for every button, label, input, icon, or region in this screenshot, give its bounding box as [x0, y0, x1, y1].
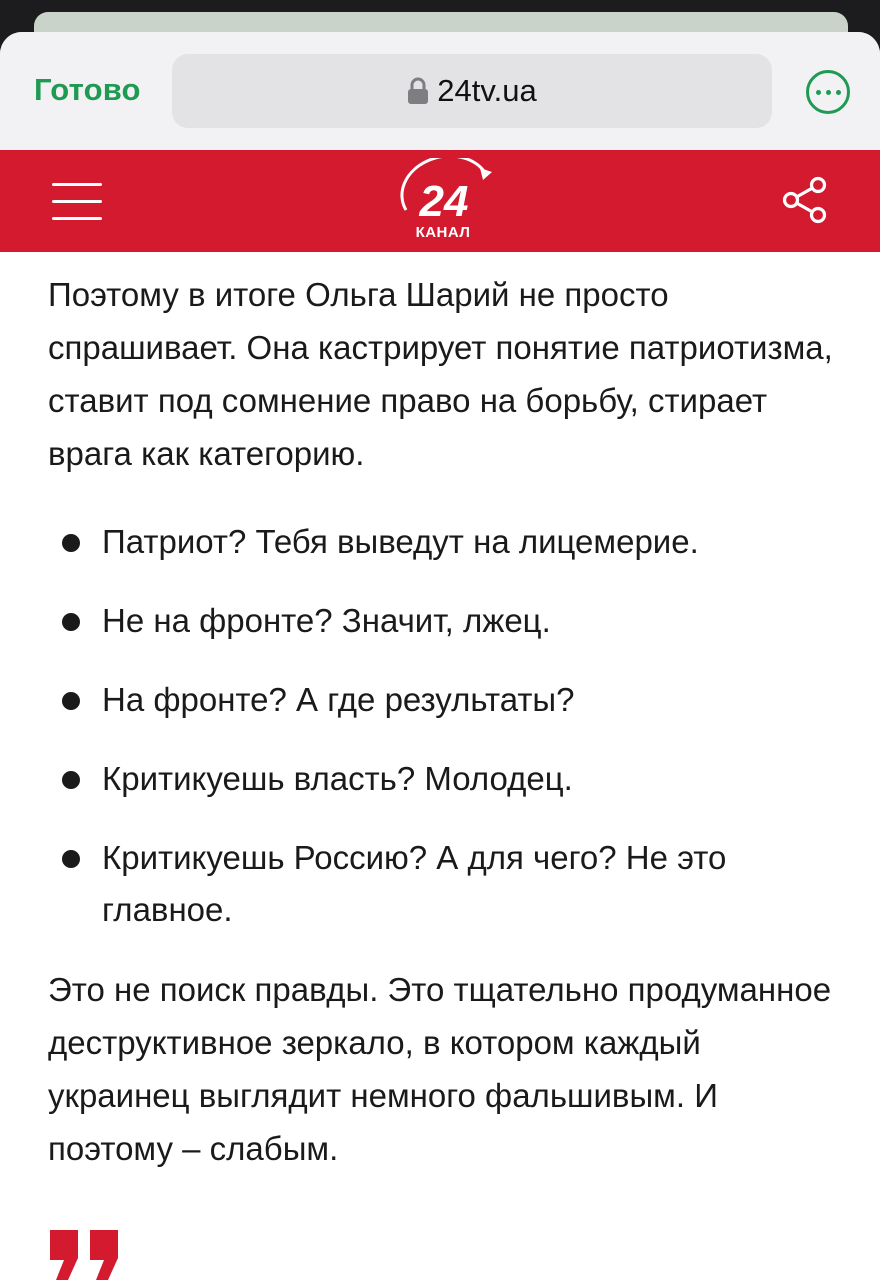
bullet-dot [62, 692, 80, 710]
ellipsis-circle-icon[interactable] [806, 70, 850, 114]
list-item [48, 516, 848, 568]
hamburger-menu-icon[interactable] [52, 183, 102, 221]
article-body [48, 268, 848, 1175]
quote-icon [46, 1230, 122, 1280]
list-item [48, 595, 848, 647]
address-bar[interactable] [172, 54, 772, 128]
url-text: 24tv.ua [437, 73, 537, 108]
lock-icon [407, 77, 429, 105]
bullet-dot [62, 771, 80, 789]
bullet-dot [62, 613, 80, 631]
list-item-text: Критикуешь Россию? А для чего? Не это главное. [102, 839, 727, 928]
list-item-text: На фронте? А где результаты? [102, 681, 575, 718]
bullet-dot [62, 850, 80, 868]
article-paragraph: Поэтому в итоге Ольга Шарий не просто спрашивает. Она кастрирует понятие патриотизма, ставит под сомнение право на борьбу, стирает врага как категорию. [48, 276, 833, 472]
list-item [48, 674, 848, 726]
bullet-list [48, 516, 848, 936]
logo-number: 24 [419, 177, 469, 226]
logo-subtitle: КАНАЛ [415, 224, 471, 241]
list-item-text: Критикуешь власть? Молодец. [102, 760, 573, 797]
done-button[interactable]: Готово [34, 72, 141, 107]
article-paragraph: Это не поиск правды. Это тщательно продуманное деструктивное зеркало, в котором каждый украинец выглядит немного фальшивым. И поэтому – слабым. [48, 971, 832, 1167]
list-item-text: Патриот? Тебя выведут на лицемерие. [102, 523, 699, 560]
site-header [0, 150, 880, 252]
bullet-dot [62, 534, 80, 552]
list-item [48, 753, 848, 805]
share-icon[interactable] [782, 176, 828, 224]
list-item-text: Не на фронте? Значит, лжец. [102, 602, 551, 639]
browser-sheet [0, 32, 880, 1280]
browser-toolbar [0, 32, 880, 150]
list-item [48, 832, 848, 936]
